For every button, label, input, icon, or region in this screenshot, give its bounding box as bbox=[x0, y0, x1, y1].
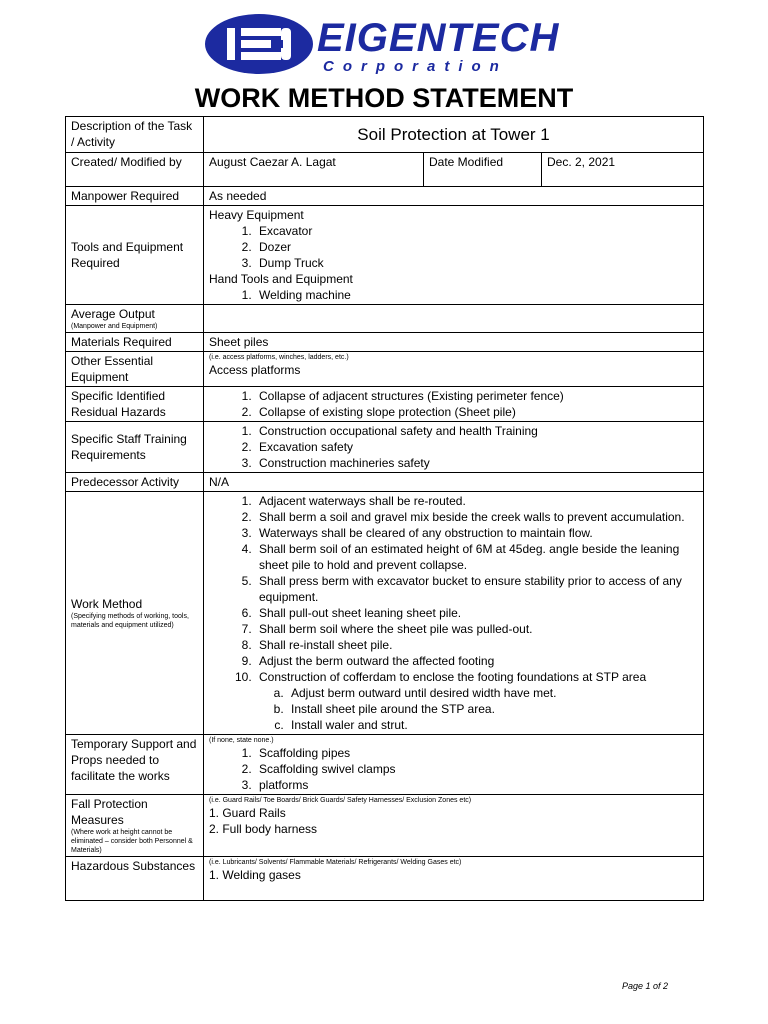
row-hazards bbox=[66, 387, 704, 422]
list-item: b. Install sheet pile around the STP area. bbox=[287, 701, 698, 717]
work-method-value bbox=[204, 492, 704, 735]
document-title: WORK METHOD STATEMENT bbox=[194, 83, 574, 113]
average-output-title: Average Output bbox=[71, 307, 155, 321]
fall-protection-item: 2. Full body harness bbox=[209, 822, 318, 836]
list-item: 9. Adjust the berm outward the affected footing bbox=[255, 653, 698, 669]
list-item: 1. Collapse of adjacent structures (Existing perimeter fence) bbox=[255, 388, 698, 404]
average-output-label bbox=[66, 305, 204, 333]
work-method-title: Work Method bbox=[71, 597, 143, 611]
row-created bbox=[66, 153, 704, 187]
row-average-output bbox=[66, 305, 704, 333]
company-name: EIGENTECH bbox=[317, 16, 560, 60]
hazardous-note: (i.e. Lubricants/ Solvents/ Flammable Materials/ Refrigerants/ Welding Gases etc) bbox=[209, 859, 462, 866]
row-fall-protection bbox=[66, 795, 704, 857]
list-item: 3. Waterways shall be cleared of any obstruction to maintain flow. bbox=[255, 525, 698, 541]
temp-support-value bbox=[204, 735, 704, 795]
list-item: 8. Shall re-install sheet pile. bbox=[255, 637, 698, 653]
list-item: 5. Shall press berm with excavator bucket to ensure stability prior to access of any equipment. bbox=[255, 573, 698, 605]
manpower-value: As needed bbox=[204, 187, 704, 206]
created-value: August Caezar A. Lagat bbox=[204, 153, 424, 187]
tools-label: Tools and Equipment Required bbox=[66, 206, 204, 305]
work-method-note: (Specifying methods of working, tools, materials and equipment utilized) bbox=[71, 613, 189, 629]
list-item: 6. Shall pull-out sheet leaning sheet pile. bbox=[255, 605, 698, 621]
fall-protection-value bbox=[204, 795, 704, 857]
list-item: 2. Shall berm a soil and gravel mix beside the creek walls to prevent accumulation. bbox=[255, 509, 698, 525]
created-label: Created/ Modified by bbox=[66, 153, 204, 187]
hazards-label: Specific Identified Residual Hazards bbox=[66, 387, 204, 422]
list-item: 3. Construction machineries safety bbox=[255, 455, 698, 471]
list-item: 1. Scaffolding pipes bbox=[255, 745, 698, 761]
list-item: 3. platforms bbox=[255, 777, 698, 793]
materials-value: Sheet piles bbox=[204, 333, 704, 352]
company-subtitle: Corporation bbox=[323, 58, 508, 75]
list-item bbox=[255, 669, 698, 733]
list-item: 2. Dozer bbox=[255, 239, 698, 255]
date-modified-label: Date Modified bbox=[424, 153, 542, 187]
list-item: 2. Excavation safety bbox=[255, 439, 698, 455]
list-item: 7. Shall berm soil where the sheet pile was pulled-out. bbox=[255, 621, 698, 637]
hand-tools-heading: Hand Tools and Equipment bbox=[209, 272, 353, 286]
row-other-equipment bbox=[66, 352, 704, 387]
temp-support-label: Temporary Support and Props needed to facilitate the works bbox=[66, 735, 204, 795]
other-equipment-note: (i.e. access platforms, winches, ladders, etc.) bbox=[209, 354, 349, 361]
hazards-value bbox=[204, 387, 704, 422]
fall-protection-label bbox=[66, 795, 204, 857]
hazards-list bbox=[209, 388, 698, 420]
list-item: 1. Construction occupational safety and health Training bbox=[255, 423, 698, 439]
other-equipment-label: Other Essential Equipment bbox=[66, 352, 204, 387]
task-label: Description of the Task / Activity bbox=[66, 117, 204, 153]
work-method-list bbox=[209, 493, 698, 733]
work-method-table bbox=[65, 116, 704, 901]
logo-emblem-icon bbox=[205, 14, 313, 74]
row-task bbox=[66, 117, 704, 153]
hazardous-label: Hazardous Substances bbox=[66, 857, 204, 901]
list-item: 3. Dump Truck bbox=[255, 255, 698, 271]
date-modified-value: Dec. 2, 2021 bbox=[542, 153, 704, 187]
row-materials bbox=[66, 333, 704, 352]
temp-support-note: (If none, state none.) bbox=[209, 737, 274, 744]
hand-tools-list bbox=[209, 287, 698, 303]
fall-protection-title: Fall Protection Measures bbox=[71, 797, 148, 827]
training-label: Specific Staff Training Requirements bbox=[66, 422, 204, 473]
list-item: 1. Adjacent waterways shall be re-routed. bbox=[255, 493, 698, 509]
page-number: Page 1 of 2 bbox=[621, 981, 668, 991]
other-equipment-value bbox=[204, 352, 704, 387]
list-item: 1. Excavator bbox=[255, 223, 698, 239]
hazardous-value bbox=[204, 857, 704, 901]
other-equipment-text: Access platforms bbox=[209, 363, 301, 377]
company-logo bbox=[205, 14, 565, 78]
materials-label: Materials Required bbox=[66, 333, 204, 352]
row-manpower bbox=[66, 187, 704, 206]
row-tools bbox=[66, 206, 704, 305]
heavy-equipment-heading: Heavy Equipment bbox=[209, 208, 304, 222]
cofferdam-substeps bbox=[259, 685, 698, 733]
hazardous-item: 1. Welding gases bbox=[209, 868, 301, 882]
row-temp-support bbox=[66, 735, 704, 795]
list-item-text: Construction of cofferdam to enclose the footing foundations at STP area bbox=[259, 670, 647, 684]
fall-protection-label-note: (Where work at height cannot be eliminated – consider both Personnel & Materials) bbox=[71, 829, 193, 854]
work-method-label bbox=[66, 492, 204, 735]
tools-value bbox=[204, 206, 704, 305]
heavy-equipment-list bbox=[209, 223, 698, 271]
fall-protection-item: 1. Guard Rails bbox=[209, 806, 286, 820]
row-hazardous bbox=[66, 857, 704, 901]
row-predecessor bbox=[66, 473, 704, 492]
predecessor-value: N/A bbox=[204, 473, 704, 492]
list-item: 2. Collapse of existing slope protection (Sheet pile) bbox=[255, 404, 698, 420]
task-value: Soil Protection at Tower 1 bbox=[204, 117, 704, 153]
list-item: 2. Scaffolding swivel clamps bbox=[255, 761, 698, 777]
row-work-method bbox=[66, 492, 704, 735]
average-output-note: (Manpower and Equipment) bbox=[71, 323, 158, 330]
training-value bbox=[204, 422, 704, 473]
manpower-label: Manpower Required bbox=[66, 187, 204, 206]
row-training bbox=[66, 422, 704, 473]
list-item: c. Install waler and strut. bbox=[287, 717, 698, 733]
list-item: a. Adjust berm outward until desired width have met. bbox=[287, 685, 698, 701]
average-output-value bbox=[204, 305, 704, 333]
list-item: 4. Shall berm soil of an estimated height of 6M at 45deg. angle beside the leaning sheet pile to hold and prevent collapse. bbox=[255, 541, 698, 573]
temp-support-list bbox=[209, 745, 698, 793]
fall-protection-note: (i.e. Guard Rails/ Toe Boards/ Brick Guards/ Safety Harnesses/ Exclusion Zones etc) bbox=[209, 797, 472, 804]
training-list bbox=[209, 423, 698, 471]
predecessor-label: Predecessor Activity bbox=[66, 473, 204, 492]
list-item: 1. Welding machine bbox=[255, 287, 698, 303]
